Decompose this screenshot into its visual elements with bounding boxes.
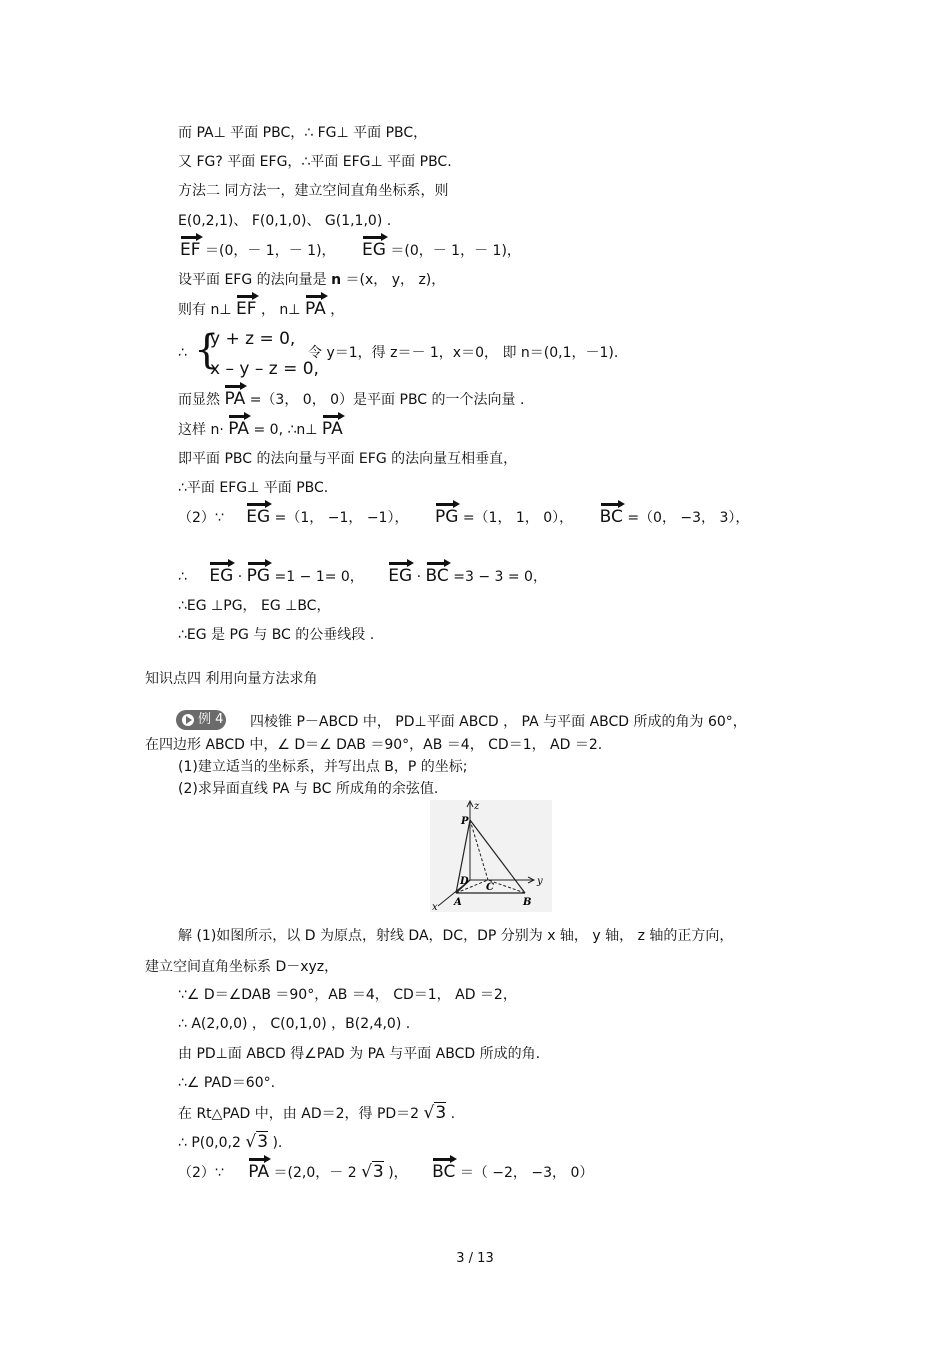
text-line: ∴平面 EFG⊥ 平面 PBC. [178, 480, 329, 496]
text-line [178, 1133, 282, 1152]
left-brace: { [194, 327, 220, 373]
section-heading: 知识点四 利用向量方法求角 [145, 671, 318, 687]
sqrt-3 [424, 1102, 447, 1123]
label-D: D [460, 876, 469, 887]
page-number: 3 / 13 [456, 1251, 494, 1266]
text-line: 即平面 PBC 的法向量与平面 EFG 的法向量互相垂直， [178, 451, 518, 467]
text-line [178, 271, 445, 289]
pyramid-figure [430, 800, 552, 912]
text-line: 建立空间直角坐标系 D－xyz， [145, 959, 339, 975]
label-P: P [461, 816, 469, 827]
vector-PA: PA [228, 419, 250, 439]
text-fragment: =（0， −3， 3）， [627, 510, 750, 526]
vector-PA: PA [248, 1162, 270, 1182]
text-fragment: 设平面 EFG 的法向量是 [178, 272, 327, 288]
text-line: 又 FG? 平面 EFG，∴平面 EFG⊥ 平面 PBC. [178, 154, 452, 170]
text-fragment: （2）∵ [178, 1165, 224, 1181]
text-fragment: · [237, 569, 243, 585]
figure-background [430, 800, 552, 912]
vector-PA: PA [304, 299, 326, 319]
text-line: ∵∠ D＝∠DAB ＝90°，AB ＝4， CD＝1， AD ＝2， [178, 987, 517, 1003]
vector-BC: BC [425, 566, 449, 586]
sqrt-radicand: 3 [372, 1162, 384, 1182]
example-label: 例 4 [198, 712, 224, 727]
text-fragment: ∴ P(0,0,2 [178, 1135, 241, 1151]
text-line [178, 390, 524, 409]
text-line: 令 y＝1，得 z＝－ 1，x＝0， 即 n＝(0,1，－1). [308, 345, 619, 361]
vector-EG: EG [209, 566, 234, 586]
text-fragment: 而显然 [178, 392, 220, 408]
label-C: C [486, 882, 494, 893]
sqrt-3 [245, 1131, 268, 1152]
text-line: 四棱锥 P－ABCD 中， PD⊥平面 ABCD ， PA 与平面 ABCD 所成的角为 60°， [250, 714, 747, 730]
sqrt-sign: √ [423, 1103, 435, 1123]
text-line: 由 PD⊥面 ABCD 得∠PAD 为 PA 与平面 ABCD 所成的角. [178, 1046, 541, 1062]
vector-EF: EF [235, 299, 257, 319]
text-line [178, 300, 344, 319]
text-fragment: · [416, 569, 422, 585]
text-line [178, 508, 749, 527]
text-fragment: ). [272, 1135, 283, 1151]
example-badge [176, 710, 226, 730]
text-fragment: ， [330, 302, 345, 318]
text-fragment: ＝(0，－ 1，－ 1)， [204, 243, 336, 259]
text-fragment: ∴ [178, 569, 187, 585]
label-z: z [474, 801, 480, 812]
vector-EG: EG [246, 507, 271, 527]
text-fragment: =（1， −1， −1）， [274, 510, 409, 526]
equation-1: y + z = 0, [210, 329, 296, 349]
vector-EG: EG [361, 240, 386, 260]
text-fragment: 则有 n⊥ [178, 302, 232, 318]
text-fragment: =（3， 0， 0）是平面 PBC 的一个法向量 . [249, 392, 525, 408]
label-y: y [537, 876, 543, 887]
text-line: ∴EG ⊥PG， EG ⊥BC， [178, 598, 331, 614]
text-line: E(0,2,1)、 F(0,1,0)、 G(1,1,0) . [178, 213, 392, 229]
text-fragment: . [450, 1106, 456, 1122]
vector-BC: BC [432, 1162, 456, 1182]
text-line: 方法二 同方法一，建立空间直角坐标系，则 [178, 183, 449, 199]
text-line [178, 420, 343, 439]
text-line [178, 1163, 593, 1182]
text-fragment: 在 Rt△PAD 中，由 AD＝2，得 PD＝2 [178, 1106, 420, 1122]
text-fragment: ＝(0，－ 1，－ 1)， [390, 243, 521, 259]
vector-BC: BC [599, 507, 623, 527]
vector-PG: PG [246, 566, 271, 586]
text-line: 而 PA⊥ 平面 PBC，∴ FG⊥ 平面 PBC， [178, 125, 428, 141]
text-fragment: =（1， 1， 0）， [462, 510, 574, 526]
text-line: ∴EG 是 PG 与 BC 的公垂线段 . [178, 627, 375, 643]
text-fragment: ＝（ −2， −3， 0） [459, 1165, 594, 1181]
text-fragment: 这样 n· [178, 422, 224, 438]
text-fragment: )， [388, 1165, 408, 1181]
text-line [178, 567, 547, 586]
sqrt-3 [361, 1161, 384, 1182]
sqrt-sign: √ [245, 1132, 257, 1152]
text-fragment: = 0, ∴n⊥ [253, 422, 318, 438]
sqrt-radicand: 3 [257, 1132, 269, 1152]
label-A: A [454, 897, 462, 908]
label-B: B [523, 897, 532, 908]
text-fragment: ＝(2,0，－ 2 [273, 1165, 357, 1181]
sqrt-radicand: 3 [435, 1103, 447, 1123]
text-line [178, 1104, 455, 1123]
therefore-symbol: ∴ [178, 345, 187, 361]
vector-PA: PA [224, 389, 246, 409]
play-icon [182, 714, 194, 726]
normal-vector-n: n [331, 272, 342, 288]
text-line: (2)求异面直线 PA 与 BC 所成角的余弦值. [178, 781, 439, 797]
text-line: (1)建立适当的坐标系，并写出点 B，P 的坐标; [178, 759, 468, 775]
text-line: ∴∠ PAD＝60°. [178, 1075, 276, 1091]
text-fragment: =3 − 3 = 0， [453, 569, 547, 585]
vector-EF: EF [180, 240, 201, 260]
text-line: 解 (1)如图所示，以 D 为原点，射线 DA，DC，DP 分别为 x 轴， y 轴， z 轴的正方向， [178, 928, 734, 944]
label-x: x [432, 902, 438, 912]
equation-2: x – y – z = 0, [210, 359, 319, 379]
sqrt-sign: √ [361, 1162, 372, 1182]
vector-PG: PG [434, 507, 459, 527]
text-fragment: =1 − 1= 0， [274, 569, 364, 585]
vector-PA: PA [321, 419, 343, 439]
text-line: ∴ A(2,0,0) ， C(0,1,0) ，B(2,4,0) . [178, 1016, 411, 1032]
text-fragment: ， n⊥ [260, 302, 301, 318]
text-line: 在四边形 ABCD 中，∠ D＝∠ DAB ＝90°，AB ＝4， CD＝1， AD ＝2. [145, 737, 603, 753]
text-fragment: ＝(x， y， z)， [345, 272, 446, 288]
text-line [180, 241, 521, 260]
text-fragment: （2）∵ [178, 510, 224, 526]
vector-EG: EG [388, 566, 413, 586]
